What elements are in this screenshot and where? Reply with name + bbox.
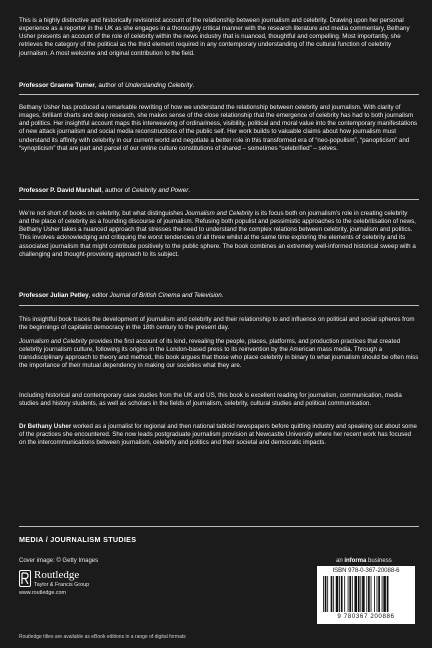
divider bbox=[19, 94, 419, 95]
divider bbox=[19, 305, 419, 306]
barcode-stripe bbox=[360, 576, 361, 612]
author-name: Dr Bethany Usher bbox=[19, 423, 72, 430]
barcode-stripe bbox=[341, 576, 343, 612]
barcode-stripe bbox=[352, 576, 353, 612]
barcode-stripe bbox=[366, 576, 367, 612]
isbn-number: ISBN 978-0-367-20088-6 bbox=[332, 568, 400, 574]
barcode-stripe bbox=[339, 576, 340, 612]
description-paragraph: This insightful book traces the development of journalism and celebrity and their relationship to and influence on political and social spheres from the beginnings of capitalist democracy in the 18th century to the present day. bbox=[19, 316, 415, 332]
book-title: Journalism and Celebrity bbox=[184, 210, 253, 217]
endorser-name: Professor P. David Marshall bbox=[19, 187, 102, 194]
barcode-stripe bbox=[323, 576, 324, 612]
endorser-name: Professor Julian Petley bbox=[19, 292, 89, 299]
endorser-name: Professor Graeme Turner bbox=[19, 82, 95, 89]
endorsement-attribution: Professor P. David Marshall, author of Celebrity and Power. bbox=[19, 187, 191, 194]
endorsement-attribution: Professor Julian Petley, editor Journal of British Cinema and Television. bbox=[19, 292, 224, 299]
description-paragraph: Including historical and contemporary case studies from the UK and US, this book is excellent reading for journalism, communication, media studies and history students, as well as scholars in the fields of journalism, celebrity, cultural studies and political communication. bbox=[19, 392, 402, 408]
publisher-url[interactable]: www.routledge.com bbox=[19, 590, 67, 596]
divider bbox=[19, 526, 419, 527]
barcode-stripe bbox=[374, 576, 375, 612]
barcode-stripe bbox=[368, 576, 370, 612]
subject-category: MEDIA / JOURNALISM STUDIES bbox=[19, 535, 137, 544]
book-title: Journalism and Celebrity bbox=[19, 338, 88, 345]
publisher-name: Routledge bbox=[34, 569, 80, 581]
barcode-stripe bbox=[333, 576, 334, 612]
barcode-panel bbox=[317, 566, 415, 624]
barcode-stripe bbox=[387, 576, 389, 612]
endorser-book-title: Celebrity and Power bbox=[131, 187, 189, 194]
endorser-book-title: Understanding Celebrity bbox=[124, 82, 193, 89]
divider bbox=[19, 199, 419, 200]
barcode-digits: 9 780367 200886 bbox=[337, 613, 395, 620]
barcode-stripe bbox=[349, 576, 351, 612]
barcode-stripe bbox=[354, 576, 357, 612]
barcode-icon bbox=[323, 576, 409, 612]
barcode-stripe bbox=[382, 576, 383, 612]
barcode-stripe bbox=[348, 576, 349, 612]
barcode-stripe bbox=[325, 576, 327, 612]
endorsement-text: We’re not short of books on celebrity, but what distinguishes Journalism and Celebrity is its focus both on journalism’s role in creating celebrity and the place of celebrity as a founding discourse of journalism. Refusing both populist and pessimistic approaches to the celebritisation of news, Bethany Usher takes a nuanced approach that stresses the need to understand the complex relations between celebrity, journalism and politics. This involves acknowledging and critiquing the worst tendencies of all three whilst at the same time exploring the elements of celebrity and its associated journalism that might contribute positively to the public sphere. The book combines an extremely well-informed historical sweep with a challenging and thought-provoking approach to its subject. bbox=[19, 210, 416, 258]
barcode-stripe bbox=[327, 576, 328, 612]
endorsement-attribution: Professor Graeme Turner, author of Understanding Celebrity. bbox=[19, 82, 195, 89]
barcode-stripe bbox=[358, 576, 360, 612]
informa-business-label: an informa business bbox=[336, 558, 392, 564]
author-bio: Dr Bethany Usher worked as a journalist for regional and then national tabloid newspapers before quitting industry and speaking out about some of the practices she encountered. She now leads postgraduate journalism provision at Newcastle University where her recent work has focused on the intercommunications between journalism, celebrity and politics and their societal and democratic impacts. bbox=[19, 423, 417, 447]
barcode-stripe bbox=[331, 576, 333, 612]
barcode-stripe bbox=[377, 576, 378, 612]
barcode-stripe bbox=[344, 576, 345, 612]
endorser-journal-title: Journal of British Cinema and Television bbox=[109, 292, 222, 299]
description-paragraph: Journalism and Celebrity provides the first account of its kind, revealing the people, places, platforms, and production practices that created celebrity journalism culture, following its origins in the London-based press to its reinvention by the American mass media. Through a transdisciplinary approach to theory and method, this book argues that those who place celebrity in binary to what journalism should be often miss the importance of their mutual dependency in making our societies what they are. bbox=[19, 338, 419, 370]
publisher-logo bbox=[19, 569, 139, 599]
barcode-stripe bbox=[378, 576, 380, 612]
publisher-group: Taylor & Francis Group bbox=[34, 582, 90, 588]
barcode-stripe bbox=[383, 576, 386, 612]
routledge-logo-icon bbox=[19, 570, 31, 587]
barcode-stripe bbox=[336, 576, 339, 612]
cover-image-credit: Cover image: © Getty Images bbox=[19, 558, 99, 564]
endorsement-text: This is a highly distinctive and historically revisionist account of the relationship between journalism and celebrity. Drawing upon her personal experience as a reporter in the UK as she engages in a thoroughly critical manner with the research literature and media commentary, Bethany Usher presents an account of the role of celebrity within the news industry that is nuanced, thoughtful and compelling. Most importantly, she retrieves the category of the political as the third element required in any contemporary understanding of the cultural function of celebrity journalism. A most welcome and original contribution to the field. bbox=[19, 17, 410, 57]
endorsement-text: Bethany Usher has produced a remarkable rewriting of how we understand the relationship between celebrity and journalism. With clarity of images, brilliant charts and deep research, she makes sense of the close relationship that the emergence of celebrity has had to both journalism and politics. Her insightful account maps this interweaving of ordinariness, visibility, political and moral value into the contemporary manifestations of new attack journalism and social media reconstructions of the public self. Her work builds to valuable claims about how journalism must understand its affinity with celebrity in our current world and negotiate a better role in this transformed era of “neo-populism”, “panopticism” and “synopticism” that are part and parcel of our online culture constitutions of shared – sometimes “celebrified” – selves. bbox=[19, 104, 418, 152]
barcode-stripe bbox=[371, 576, 372, 612]
barcode-stripe bbox=[362, 576, 365, 612]
ebook-note: Routledge titles are available as eBook editions in a range of digital formats bbox=[19, 634, 186, 640]
